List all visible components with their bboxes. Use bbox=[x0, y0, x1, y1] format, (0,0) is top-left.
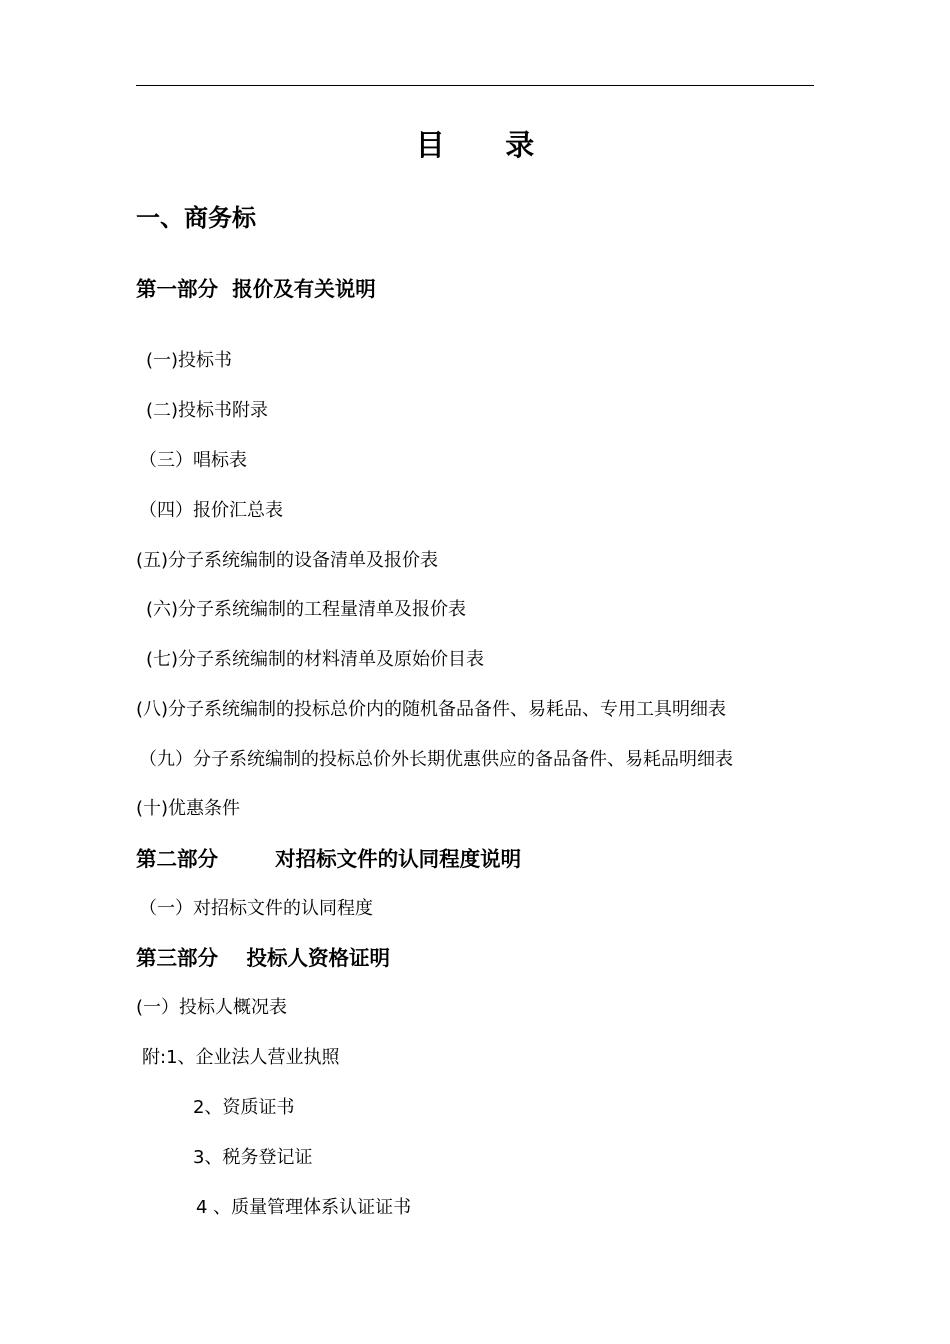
part3-heading: 第三部分 投标人资格证明 bbox=[136, 946, 391, 970]
toc-item: (八)分子系统编制的投标总价内的随机备品备件、易耗品、专用工具明细表 bbox=[136, 699, 727, 720]
toc-item: (二)投标书附录 bbox=[146, 400, 269, 421]
header-rule bbox=[136, 85, 814, 86]
part1-heading: 第一部分 报价及有关说明 bbox=[136, 277, 376, 301]
toc-item: (一)投标书 bbox=[146, 350, 233, 371]
section-commercial-bid: 一、商务标 bbox=[136, 204, 256, 232]
toc-item: (五)分子系统编制的设备清单及报价表 bbox=[136, 550, 439, 571]
toc-item: （九）分子系统编制的投标总价外长期优惠供应的备品备件、易耗品明细表 bbox=[139, 749, 733, 770]
toc-title: 目 录 bbox=[415, 128, 535, 162]
toc-item: 3、税务登记证 bbox=[193, 1147, 313, 1168]
part2-heading: 第二部分 对招标文件的认同程度说明 bbox=[136, 847, 522, 871]
toc-item: （四）报价汇总表 bbox=[139, 500, 283, 521]
toc-item: （三）唱标表 bbox=[139, 450, 247, 471]
toc-item: (七)分子系统编制的材料清单及原始价目表 bbox=[146, 649, 485, 670]
toc-item: （一）对招标文件的认同程度 bbox=[139, 898, 373, 919]
toc-item: 2、资质证书 bbox=[193, 1097, 295, 1118]
toc-item: (十)优惠条件 bbox=[136, 798, 241, 819]
toc-item: 4 、质量管理体系认证证书 bbox=[196, 1197, 412, 1218]
toc-item: (一）投标人概况表 bbox=[136, 997, 288, 1018]
toc-item: 附:1、企业法人营业执照 bbox=[142, 1047, 340, 1068]
toc-item: (六)分子系统编制的工程量清单及报价表 bbox=[146, 599, 467, 620]
